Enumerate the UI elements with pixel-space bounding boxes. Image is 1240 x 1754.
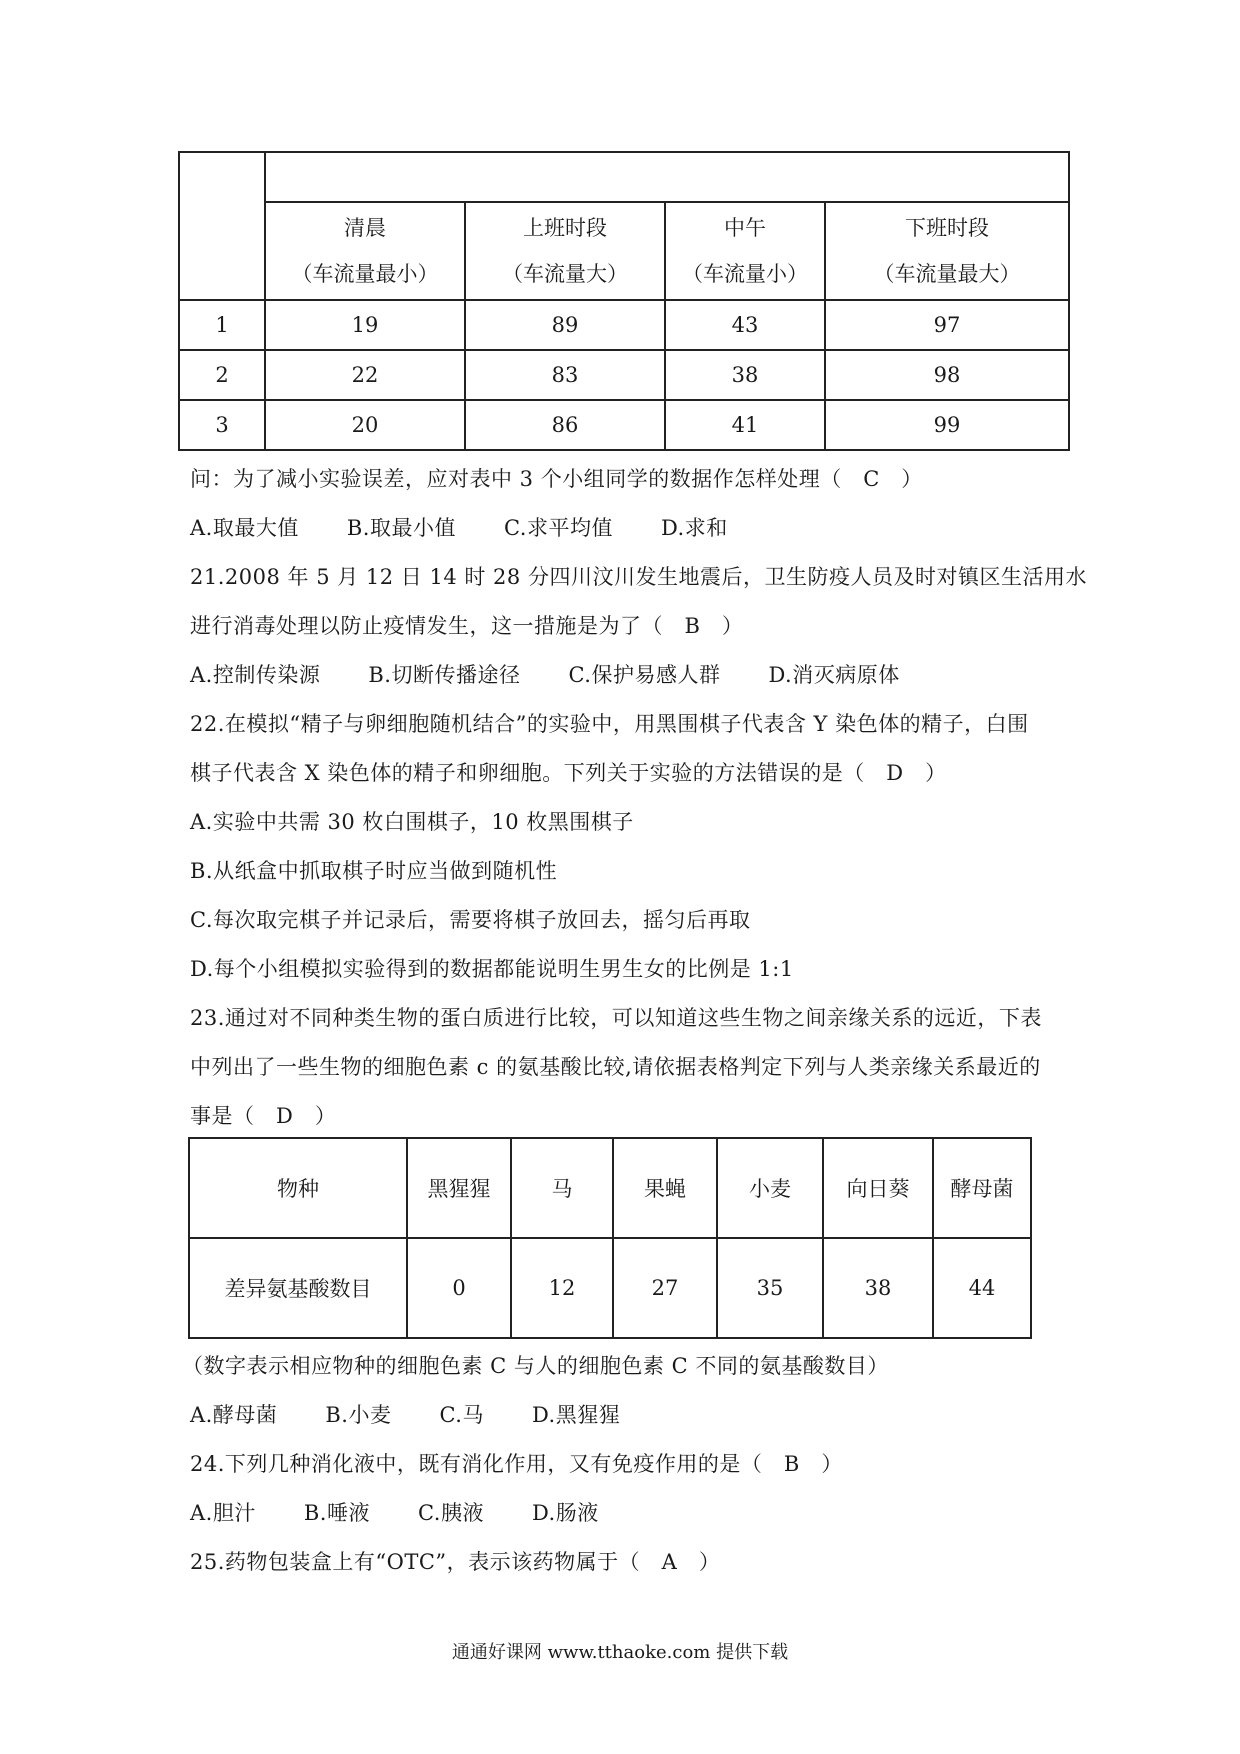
q22-line1: 22.在模拟“精子与卵细胞随机结合”的实验中，用黑围棋子代表含 Y 染色体的精子，白围: [190, 712, 1029, 736]
table-corner-cell: [179, 152, 265, 300]
q23-line3: 事是（ D ）: [190, 1104, 337, 1128]
q23-line1: 23.通过对不同种类生物的蛋白质进行比较，可以知道这些生物之间亲缘关系的远近，下表: [190, 1006, 1042, 1030]
value-cell: 27: [613, 1238, 717, 1338]
q20-options: [190, 512, 776, 542]
option-c: C.胰液: [417, 1501, 484, 1525]
q23-options: [190, 1399, 668, 1429]
header-name: 中午: [724, 216, 766, 240]
header-name: 清晨: [344, 216, 386, 240]
data-cell: 89: [465, 300, 665, 350]
q24-question: 24.下列几种消化液中，既有消化作用，又有免疫作用的是（ B ）: [190, 1452, 843, 1476]
q21-line1: 21.2008 年 5 月 12 日 14 时 28 分四川汶川发生地震后，卫生防疫人员及时对镇区生活用水: [190, 565, 1087, 589]
option-c: C.求平均值: [503, 516, 613, 540]
q20-question: 问：为了减小实验误差，应对表中 3 个小组同学的数据作怎样处理（ C ）: [190, 467, 923, 491]
option-a: A.胆汁: [190, 1501, 256, 1525]
q22-option-a: A.实验中共需 30 枚白围棋子，10 枚黑围棋子: [190, 810, 634, 834]
data-cell: 97: [825, 300, 1069, 350]
data-cell: 41: [665, 400, 825, 450]
option-a: A.取最大值: [190, 516, 299, 540]
q23-note: （数字表示相应物种的细胞色素 C 与人的细胞色素 C 不同的氨基酸数目）: [182, 1354, 889, 1378]
table-caption-cell: [265, 152, 1069, 202]
option-d: D.消灭病原体: [768, 663, 900, 687]
q22-line2: 棋子代表含 X 染色体的精子和卵细胞。下列关于实验的方法错误的是（ D ）: [190, 761, 947, 785]
species-cell: 酵母菌: [933, 1138, 1031, 1238]
column-header: [465, 202, 665, 300]
species-cell: 马: [511, 1138, 613, 1238]
option-c: C.马: [439, 1403, 484, 1427]
species-cell: 果蝇: [613, 1138, 717, 1238]
option-d: D.肠液: [531, 1501, 599, 1525]
option-b: B.切断传播途径: [368, 663, 521, 687]
column-header: [825, 202, 1069, 300]
q22-option-c: C.每次取完棋子并记录后，需要将棋子放回去，摇匀后再取: [190, 908, 751, 932]
header-note: （车流量最小）: [291, 262, 439, 286]
table-row: [179, 350, 1069, 400]
value-cell: 38: [823, 1238, 933, 1338]
option-b: B.取最小值: [346, 516, 456, 540]
header-note: （车流量大）: [502, 262, 628, 286]
species-cell: 黑猩猩: [407, 1138, 511, 1238]
table-header-row: [179, 202, 1069, 300]
table-header-row: [189, 1138, 1031, 1238]
option-b: B.小麦: [325, 1403, 392, 1427]
q22-option-b: B.从纸盒中抓取棋子时应当做到随机性: [190, 859, 558, 883]
group-cell: 1: [179, 300, 265, 350]
data-cell: 20: [265, 400, 465, 450]
q21-options: [190, 659, 948, 689]
header-name: 上班时段: [523, 216, 607, 240]
data-cell: 98: [825, 350, 1069, 400]
column-header: [665, 202, 825, 300]
group-cell: 3: [179, 400, 265, 450]
header-note: （车流量最大）: [873, 262, 1021, 286]
data-cell: 99: [825, 400, 1069, 450]
value-cell: 35: [717, 1238, 823, 1338]
traffic-data-table: [178, 151, 1070, 451]
column-header: [265, 202, 465, 300]
species-cell: 向日葵: [823, 1138, 933, 1238]
table-row: [179, 300, 1069, 350]
data-cell: 83: [465, 350, 665, 400]
header-note: （车流量小）: [682, 262, 808, 286]
option-b: B.唾液: [303, 1501, 370, 1525]
q21-line2: 进行消毒处理以防止疫情发生，这一措施是为了（ B ）: [190, 614, 744, 638]
value-cell: 12: [511, 1238, 613, 1338]
data-cell: 38: [665, 350, 825, 400]
option-a: A.酵母菌: [190, 1403, 278, 1427]
option-a: A.控制传染源: [190, 663, 321, 687]
header-label-cell: 物种: [189, 1138, 407, 1238]
table-row: [179, 400, 1069, 450]
header-name: 下班时段: [905, 216, 989, 240]
species-cell: 小麦: [717, 1138, 823, 1238]
value-cell: 0: [407, 1238, 511, 1338]
data-cell: 22: [265, 350, 465, 400]
option-d: D.黑猩猩: [531, 1403, 621, 1427]
option-d: D.求和: [660, 516, 728, 540]
data-cell: 19: [265, 300, 465, 350]
q23-line2: 中列出了一些生物的细胞色素 c 的氨基酸比较,请依据表格判定下列与人类亲缘关系最近的: [190, 1055, 1041, 1079]
q25-question: 25.药物包装盒上有“OTC”，表示该药物属于（ A ）: [190, 1550, 721, 1574]
row-label-cell: 差异氨基酸数目: [189, 1238, 407, 1338]
data-cell: 43: [665, 300, 825, 350]
q24-options: [190, 1497, 647, 1527]
q22-option-d: D.每个小组模拟实验得到的数据都能说明生男生女的比例是 1:1: [190, 957, 794, 981]
data-cell: 86: [465, 400, 665, 450]
group-cell: 2: [179, 350, 265, 400]
value-cell: 44: [933, 1238, 1031, 1338]
page-footer: 通通好课网 www.tthaoke.com 提供下载: [451, 1642, 789, 1663]
species-comparison-table: [188, 1137, 1032, 1339]
table-title-row: [179, 152, 1069, 202]
table-row: [189, 1238, 1031, 1338]
option-c: C.保护易感人群: [568, 663, 721, 687]
